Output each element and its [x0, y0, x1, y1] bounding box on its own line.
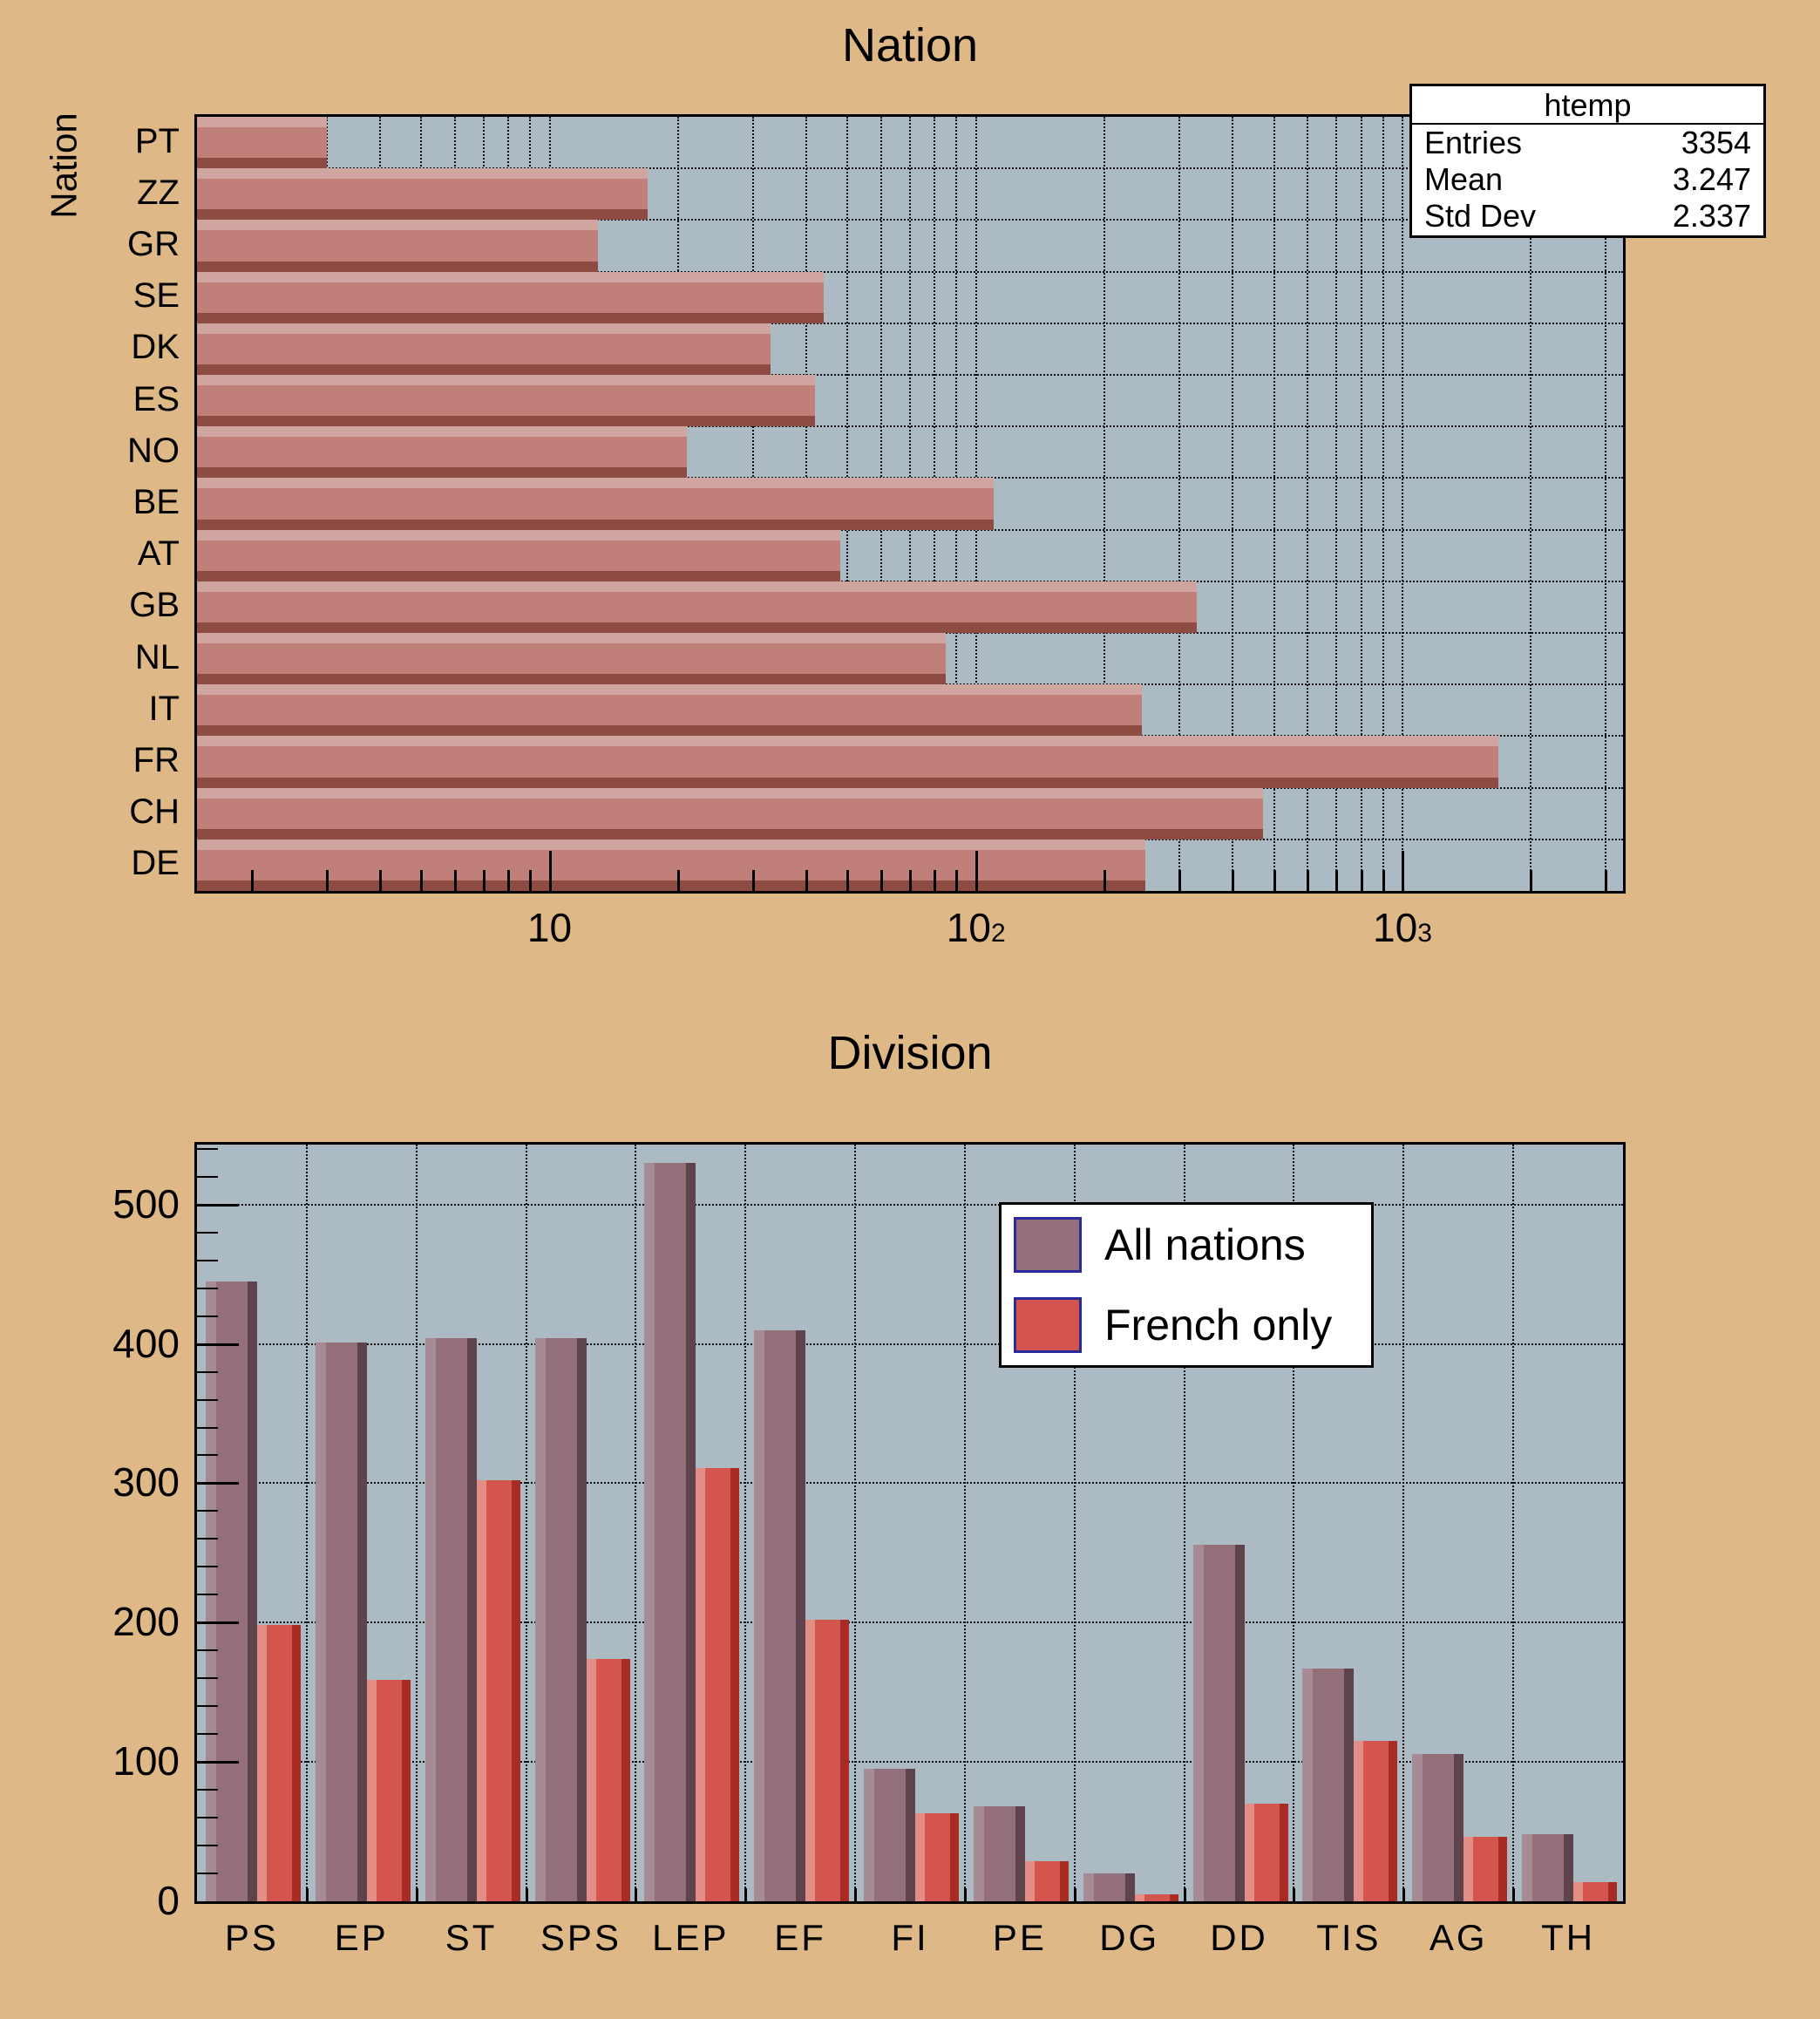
category-label-DK: DK	[131, 328, 180, 367]
category-label-NL: NL	[134, 637, 180, 676]
x-category-label-DD: DD	[1210, 1917, 1268, 1958]
y-minor-tick-60	[197, 1817, 218, 1818]
category-label-DE: DE	[131, 844, 180, 883]
x-tick-label-base: 10	[526, 905, 573, 950]
x-tick-800	[1361, 870, 1363, 891]
x-boundary-tick	[416, 1888, 418, 1901]
x-tick-70	[909, 870, 912, 891]
y-minor-tick-420	[197, 1315, 218, 1317]
x-tick-50	[846, 870, 849, 891]
bar-DD-french-only	[1245, 1804, 1288, 1901]
top-chart-y-axis-title-box	[38, 87, 91, 244]
x-category-label-SPS: SPS	[540, 1917, 621, 1958]
stats-mean-value: 3.247	[1672, 161, 1751, 197]
x-tick-3000	[1605, 870, 1607, 891]
category-label-GR: GR	[127, 225, 180, 263]
bar-AG-french-only	[1463, 1837, 1507, 1901]
bottom-chart-title: Division	[827, 1027, 993, 1079]
y-minor-tick-220	[197, 1594, 218, 1595]
category-boundary-gridline	[854, 1145, 856, 1901]
stats-row-stddev	[1412, 198, 1763, 235]
x-boundary-tick	[1074, 1888, 1076, 1901]
x-category-label-TH: TH	[1541, 1917, 1596, 1958]
y-major-tick-300	[197, 1482, 239, 1485]
bar-TH-all-nations	[1522, 1834, 1573, 1901]
legend-entry-all-nations	[1002, 1205, 1371, 1285]
x-boundary-tick	[854, 1888, 857, 1901]
bar-SE	[197, 272, 824, 323]
bar-LEP-all-nations	[644, 1163, 696, 1901]
bar-PE-all-nations	[974, 1806, 1025, 1901]
bar-ZZ	[197, 168, 648, 220]
y-tick-label-0: 0	[157, 1878, 180, 1923]
x-tick-20	[677, 870, 680, 891]
y-tick-label-500: 500	[112, 1180, 180, 1227]
category-label-PT: PT	[134, 121, 180, 160]
bar-NL	[197, 633, 946, 684]
bar-IT	[197, 684, 1142, 736]
x-category-label-ST: ST	[445, 1917, 498, 1958]
x-tick-8	[507, 870, 510, 891]
stats-entries-value: 3354	[1681, 125, 1751, 160]
bar-DK	[197, 323, 771, 375]
category-boundary-gridline	[416, 1145, 418, 1901]
bar-PE-french-only	[1025, 1861, 1069, 1901]
category-boundary-gridline	[526, 1145, 527, 1901]
x-tick-3	[326, 870, 329, 891]
category-boundary-gridline	[1402, 1145, 1404, 1901]
x-tick-80	[934, 870, 936, 891]
bar-ST-french-only	[477, 1480, 520, 1901]
top-chart-y-axis-title: Nation	[44, 112, 85, 219]
x-tick-label-100	[907, 905, 1046, 950]
x-category-label-PE: PE	[992, 1917, 1047, 1958]
x-tick-7	[483, 870, 486, 891]
bar-FI-all-nations	[864, 1769, 915, 1901]
category-label-AT: AT	[137, 534, 180, 574]
bar-TIS-all-nations	[1302, 1669, 1354, 1901]
x-category-label-AG: AG	[1429, 1917, 1488, 1958]
bar-TH-french-only	[1573, 1882, 1617, 1901]
bar-GB	[197, 581, 1197, 633]
category-boundary-gridline	[744, 1145, 746, 1901]
category-label-FR: FR	[132, 741, 180, 779]
stats-mean-label: Mean	[1424, 161, 1504, 197]
y-tick-label-400: 400	[112, 1320, 180, 1366]
x-tick-2	[251, 870, 254, 891]
x-category-label-FI: FI	[891, 1917, 929, 1958]
bar-ST-all-nations	[425, 1338, 477, 1901]
category-boundary-gridline	[306, 1145, 308, 1901]
bar-ES	[197, 375, 815, 426]
x-tick-label-10	[480, 905, 620, 950]
x-boundary-tick	[744, 1888, 747, 1901]
x-tick-30	[752, 870, 755, 891]
y-minor-tick-20	[197, 1873, 218, 1874]
y-minor-tick-320	[197, 1454, 218, 1456]
y-minor-tick-140	[197, 1705, 218, 1707]
bar-EP-all-nations	[316, 1343, 367, 1901]
x-category-label-PS: PS	[224, 1917, 279, 1958]
y-minor-tick-360	[197, 1399, 218, 1401]
y-major-tick-100	[197, 1761, 239, 1764]
stats-box	[1409, 84, 1766, 238]
legend-entry-french-only	[1002, 1285, 1371, 1365]
x-category-label-DG: DG	[1099, 1917, 1160, 1958]
x-boundary-tick	[526, 1888, 528, 1901]
bar-FI-french-only	[915, 1813, 959, 1901]
y-minor-tick-240	[197, 1566, 218, 1567]
bar-SPS-french-only	[587, 1659, 630, 1901]
stats-row-entries	[1412, 125, 1763, 161]
bar-DG-french-only	[1135, 1894, 1178, 1901]
bar-AT	[197, 530, 840, 581]
x-boundary-tick	[635, 1888, 637, 1901]
category-boundary-gridline	[635, 1145, 636, 1901]
category-label-CH: CH	[129, 792, 180, 832]
x-boundary-tick	[1293, 1888, 1295, 1901]
x-tick-200	[1104, 870, 1106, 891]
y-major-tick-400	[197, 1343, 239, 1346]
category-label-SE: SE	[132, 276, 180, 316]
category-label-ES: ES	[132, 379, 180, 418]
legend-swatch-french-only	[1014, 1297, 1082, 1353]
stats-stddev-label: Std Dev	[1424, 198, 1537, 234]
bottom-plot-area	[194, 1142, 1626, 1904]
x-tick-9	[529, 870, 532, 891]
legend-swatch-all-nations	[1014, 1217, 1082, 1273]
x-boundary-tick	[1402, 1888, 1405, 1901]
bar-SPS-all-nations	[535, 1338, 587, 1901]
bar-CH	[197, 788, 1263, 840]
stats-row-mean	[1412, 161, 1763, 198]
bar-PS-french-only	[257, 1625, 301, 1901]
y-minor-tick-40	[197, 1845, 218, 1846]
bar-DD-all-nations	[1193, 1545, 1245, 1901]
x-boundary-tick	[1184, 1888, 1186, 1901]
x-tick-90	[955, 870, 958, 891]
bar-EF-all-nations	[754, 1330, 805, 1901]
x-category-label-LEP: LEP	[652, 1917, 730, 1958]
bar-EP-french-only	[367, 1680, 411, 1901]
x-tick-label-base: 10	[946, 905, 991, 950]
category-label-ZZ: ZZ	[137, 173, 180, 212]
bottom-plot-inner	[197, 1145, 1623, 1901]
x-boundary-tick	[1512, 1888, 1515, 1901]
x-tick-400	[1232, 870, 1234, 891]
x-tick-100	[975, 851, 978, 891]
legend-label-all-nations: All nations	[1104, 1220, 1306, 1269]
y-minor-tick-480	[197, 1232, 218, 1234]
x-tick-60	[880, 870, 883, 891]
x-tick-label-base: 10	[1373, 905, 1418, 950]
category-label-NO: NO	[127, 431, 180, 470]
y-minor-tick-120	[197, 1733, 218, 1735]
y-minor-tick-260	[197, 1538, 218, 1540]
y-minor-tick-340	[197, 1427, 218, 1429]
x-category-label-EF: EF	[774, 1917, 826, 1958]
x-category-label-TIS: TIS	[1316, 1917, 1382, 1958]
x-category-label-EP: EP	[334, 1917, 389, 1958]
stats-entries-label: Entries	[1424, 125, 1523, 160]
hgridline-300	[197, 1482, 1623, 1484]
bar-GR	[197, 220, 598, 272]
bar-PT	[197, 117, 327, 168]
y-major-tick-500	[197, 1204, 239, 1207]
x-tick-40	[805, 870, 808, 891]
stats-stddev-value: 2.337	[1672, 198, 1751, 234]
top-chart-title: Nation	[841, 19, 979, 71]
bar-NO	[197, 426, 687, 478]
x-tick-4	[379, 870, 382, 891]
x-tick-2000	[1530, 870, 1532, 891]
stats-box-title: htemp	[1412, 86, 1763, 125]
x-tick-label-1000	[1333, 905, 1472, 950]
category-label-GB: GB	[129, 586, 180, 625]
bar-LEP-french-only	[696, 1468, 739, 1901]
x-tick-5	[420, 870, 423, 891]
y-tick-label-100: 100	[112, 1738, 180, 1784]
bar-DG-all-nations	[1083, 1873, 1135, 1901]
hgridline-500	[197, 1204, 1623, 1206]
legend	[999, 1202, 1374, 1368]
y-minor-tick-160	[197, 1677, 218, 1679]
category-label-IT: IT	[148, 689, 180, 728]
x-tick-label-exponent: 3	[1417, 919, 1432, 948]
x-tick-300	[1178, 870, 1181, 891]
y-tick-label-300: 300	[112, 1459, 180, 1506]
x-boundary-tick	[306, 1888, 309, 1901]
legend-label-french-only: French only	[1104, 1301, 1333, 1349]
bar-EF-french-only	[805, 1620, 849, 1901]
y-minor-tick-280	[197, 1510, 218, 1512]
hgridline-400	[197, 1343, 1623, 1345]
x-tick-700	[1335, 870, 1338, 891]
y-minor-tick-540	[197, 1148, 218, 1150]
bar-DE	[197, 840, 1145, 891]
y-minor-tick-380	[197, 1371, 218, 1373]
y-minor-tick-520	[197, 1176, 218, 1178]
x-tick-6	[454, 870, 457, 891]
category-boundary-gridline	[1512, 1145, 1514, 1901]
x-tick-500	[1273, 870, 1276, 891]
x-tick-1000	[1402, 851, 1404, 891]
bar-TIS-french-only	[1354, 1741, 1397, 1901]
y-minor-tick-460	[197, 1260, 218, 1261]
bar-FR	[197, 736, 1498, 788]
x-boundary-tick	[964, 1888, 967, 1901]
y-major-tick-200	[197, 1621, 239, 1624]
bar-BE	[197, 478, 994, 530]
bar-AG-all-nations	[1412, 1754, 1463, 1901]
x-tick-600	[1307, 870, 1309, 891]
category-label-BE: BE	[132, 483, 180, 521]
y-minor-tick-440	[197, 1288, 218, 1289]
x-tick-900	[1382, 870, 1385, 891]
x-tick-label-exponent: 2	[990, 919, 1006, 948]
y-tick-label-200: 200	[112, 1599, 180, 1645]
category-boundary-gridline	[964, 1145, 966, 1901]
y-minor-tick-80	[197, 1789, 218, 1791]
bar-PS-all-nations	[206, 1281, 257, 1901]
hgridline-100	[197, 1761, 1623, 1763]
x-tick-10	[549, 851, 552, 891]
hgridline-200	[197, 1621, 1623, 1623]
y-minor-tick-180	[197, 1649, 218, 1651]
